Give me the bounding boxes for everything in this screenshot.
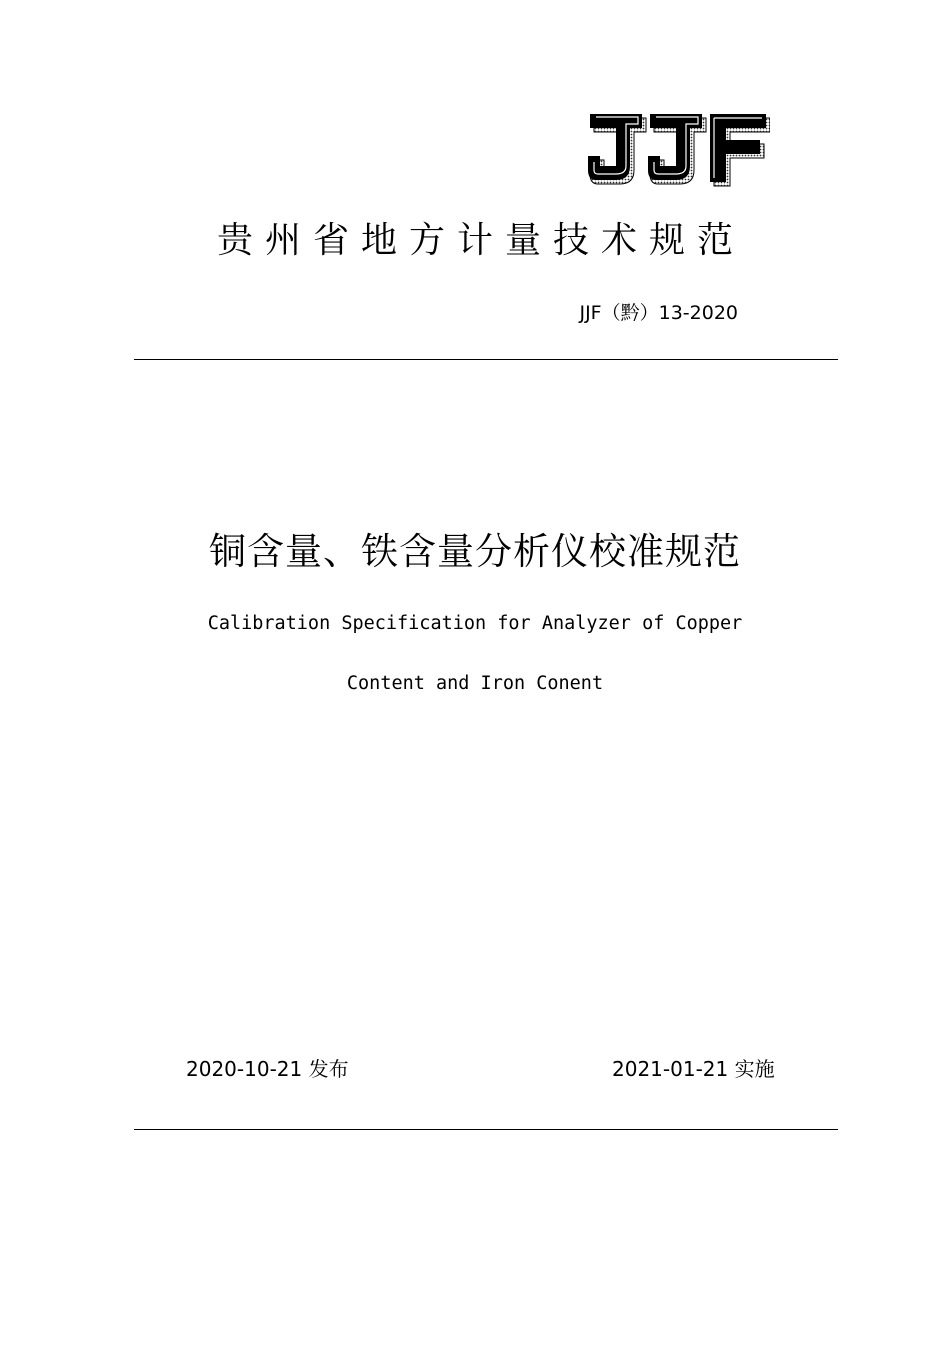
top-divider [134, 359, 838, 360]
document-title-english-line2: Content and Iron Conent [346, 673, 604, 694]
jjf-logo [588, 112, 770, 190]
logo-letter-j1 [588, 114, 646, 184]
document-number: JJF（黔）13-2020 [579, 302, 738, 324]
bottom-divider [134, 1129, 838, 1130]
logo-letter-j2 [648, 114, 706, 184]
issuing-authority-title: 贵州省地方计量技术规范 [216, 220, 745, 261]
document-title-english-line1: Calibration Specification for Analyzer of Copper [207, 613, 743, 634]
issue-date: 2020-10-21 发布 [186, 1057, 349, 1081]
document-title-chinese: 铜含量、铁含量分析仪校准规范 [209, 530, 741, 573]
effective-date: 2021-01-21 实施 [612, 1057, 775, 1081]
logo-letter-f [710, 114, 770, 186]
